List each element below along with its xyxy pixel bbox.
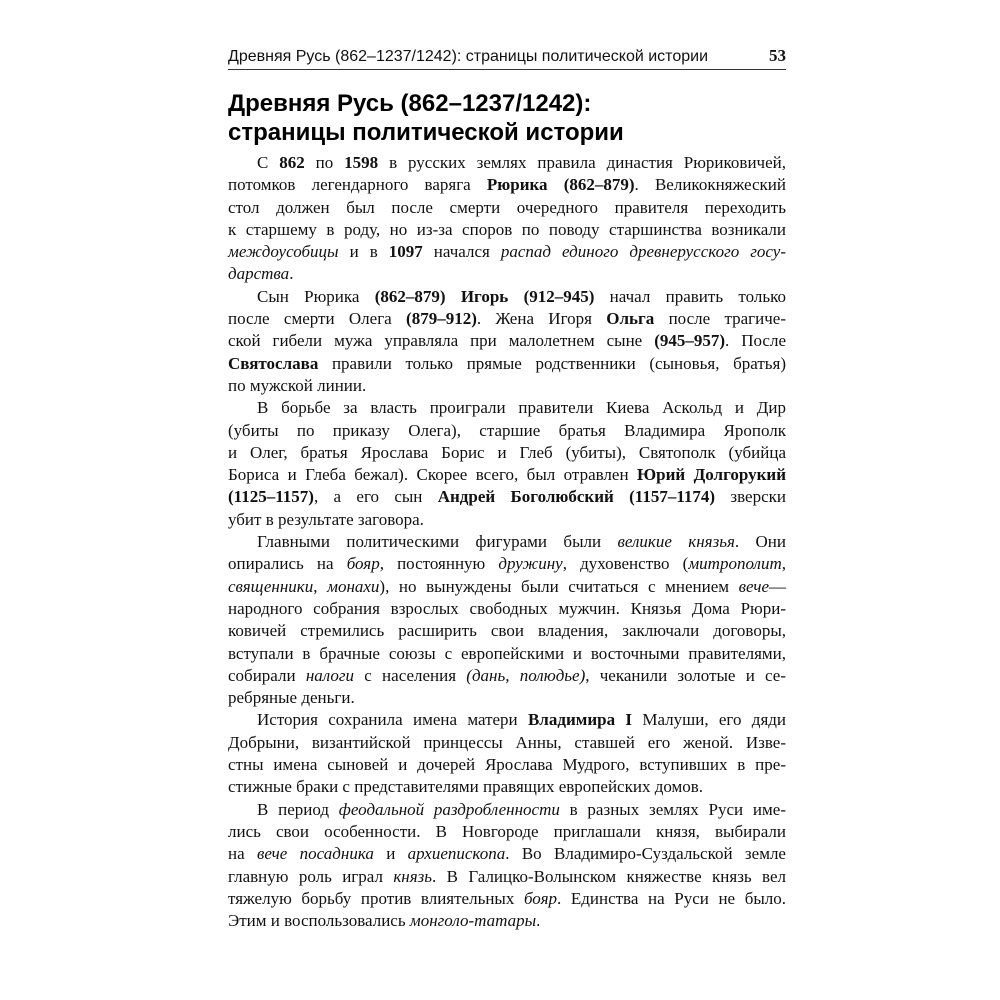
text-run: стны имена сыновей и дочерей Ярослава Мудрого, вступивших в пре-	[228, 755, 786, 775]
text-run: . Они	[734, 532, 786, 552]
bold-text: Святослава	[228, 353, 319, 373]
text-run: . Жена Игоря	[476, 309, 607, 329]
bold-text: 1598	[344, 153, 379, 172]
text-run: зверски	[715, 487, 786, 507]
text-line	[228, 620, 786, 642]
chapter-title-line-1: Древняя Русь (862–1237/1242):	[228, 90, 592, 117]
italic-term: бояр	[346, 554, 380, 574]
text-run: народного собрания взрослых свободных мужчин. Князья Дома Рюри-	[228, 598, 786, 618]
text-line	[228, 910, 786, 932]
text-run: . В Галицко-Волынском княжестве князь вел	[432, 866, 786, 886]
text-run: убит в результате заговора.	[228, 509, 424, 529]
italic-term: священники	[228, 576, 314, 596]
text-line	[228, 353, 786, 375]
text-line	[228, 197, 786, 219]
text-run: в русских землях правила династия Рюриковичей,	[378, 153, 786, 172]
text-line	[228, 776, 786, 798]
text-run: и Олег, братья Ярослава Борис и Глеб (убиты), Святополк (убийца	[228, 442, 786, 462]
running-head-title: Древняя Русь (862–1237/1242): страницы политической истории	[228, 48, 708, 65]
text-run: на	[228, 844, 257, 864]
running-head	[228, 46, 786, 66]
text-line	[228, 330, 786, 352]
text-run: ,	[313, 576, 328, 596]
text-line	[228, 821, 786, 843]
text-line	[228, 152, 786, 174]
bold-text: Ольга	[606, 309, 655, 329]
text-run: и в	[338, 242, 389, 262]
text-run: после трагиче-	[654, 309, 787, 329]
text-run: .	[289, 264, 294, 284]
text-line	[228, 843, 786, 865]
text-run: , а его сын	[313, 487, 438, 507]
text-run: С	[257, 153, 280, 172]
text-run: по мужской линии.	[228, 375, 367, 395]
italic-term: архиепископа	[407, 844, 506, 864]
text-run: . После	[725, 331, 786, 351]
text-run: ), но вынуждены были считаться с мнением	[379, 576, 739, 596]
text-run: . Великокняжеский	[634, 175, 786, 195]
bold-text: Рюрика (862–879)	[486, 175, 635, 195]
text-run: по	[304, 153, 345, 172]
text-run: В период	[257, 799, 339, 819]
italic-term: монахи	[327, 576, 380, 596]
text-line	[228, 263, 786, 285]
text-run: ковичей стремились расширить свои владения, заключали договоры,	[228, 621, 786, 641]
text-run: Малуши, его дяди	[632, 710, 787, 730]
text-line	[228, 509, 786, 531]
text-run: Бориса и Глеба бежал). Скорее всего, был отравлен	[228, 465, 637, 485]
text-line	[228, 576, 786, 598]
italic-term: великие князья	[617, 532, 735, 552]
text-run: стижные браки с представителями правящих европейских домов.	[228, 777, 704, 797]
text-line	[228, 486, 786, 508]
text-run: .	[536, 911, 541, 931]
italic-term: феодальной раздробленности	[338, 799, 560, 819]
text-line	[228, 375, 786, 397]
text-run: стол должен был после смерти очередного правителя переходить	[228, 197, 786, 217]
text-run: начался	[422, 242, 501, 262]
italic-term: дружину	[498, 554, 563, 574]
text-line	[228, 687, 786, 709]
text-line	[228, 553, 786, 575]
text-run: правили только прямые родственники (сыновья, братья)	[318, 353, 786, 373]
text-run: в разных землях Руси име-	[559, 799, 786, 819]
paragraph	[228, 152, 786, 286]
body-text	[228, 152, 786, 932]
text-run: . Во Владимиро-Суздальской земле	[505, 844, 786, 864]
text-line	[228, 732, 786, 754]
text-line	[228, 464, 786, 486]
text-run: после смерти Олега	[228, 309, 407, 329]
text-run: начал править только	[594, 286, 786, 306]
text-run: ребряные деньги.	[228, 688, 355, 708]
text-run: главную роль играл	[228, 866, 394, 886]
text-run: (убиты по приказу Олега), старшие братья Владимира Ярополк	[228, 420, 786, 440]
bold-text: 862	[279, 153, 305, 172]
bold-text: Юрий Долгорукий	[636, 465, 786, 485]
text-line	[228, 286, 786, 308]
text-run: . Единства на Руси не было.	[556, 888, 786, 908]
paragraph	[228, 531, 786, 709]
paragraph	[228, 397, 786, 531]
text-line	[228, 643, 786, 665]
text-line	[228, 531, 786, 553]
paragraph	[228, 709, 786, 798]
text-run: , духовенство (	[562, 554, 689, 574]
bold-text: (1125–1157)	[228, 487, 314, 507]
bold-text: Владимира I	[527, 710, 633, 730]
text-line	[228, 665, 786, 687]
text-run: В борьбе за власть проиграли правители Киева Аскольд и Дир	[257, 398, 786, 418]
text-line	[228, 397, 786, 419]
text-run: потомков легендарного варяга	[228, 175, 487, 195]
text-run: ,	[781, 554, 786, 574]
text-line	[228, 598, 786, 620]
text-line	[228, 799, 786, 821]
bold-text: (945–957)	[654, 331, 726, 351]
page-number: 53	[769, 46, 786, 65]
italic-term: вече	[738, 576, 770, 596]
text-run: вступали в брачные союзы с европейскими и восточными правителями,	[228, 643, 786, 663]
bold-text: Андрей Боголюбский (1157–1174)	[437, 487, 716, 507]
text-line	[228, 754, 786, 776]
text-run: История сохранила имена матери	[257, 710, 528, 730]
text-line	[228, 709, 786, 731]
text-run: к старшему в роду, но из-за споров по поводу старшинства возникали	[228, 219, 786, 239]
text-run: лись свои особенности. В Новгороде приглашали князя, выбирали	[228, 821, 786, 841]
text-run: ской гибели мужа управляла при малолетнем сыне	[228, 331, 655, 351]
italic-term: бояр	[523, 888, 557, 908]
text-line	[228, 866, 786, 888]
text-run: , постоянную	[379, 554, 499, 574]
italic-term: междоусобицы	[228, 242, 339, 262]
text-run: опирались на	[228, 554, 347, 574]
text-run: , чеканили золотые и се-	[585, 665, 787, 685]
text-run: Добрыни, византийской принцессы Анны, ставшей его женой. Изве-	[228, 732, 786, 752]
text-run: Этим и воспользовались	[228, 911, 410, 931]
bold-text: 1097	[388, 242, 423, 262]
text-run: собирали	[228, 665, 306, 685]
italic-term: (дань, полюдье)	[466, 665, 586, 685]
text-line	[228, 241, 786, 263]
paragraph	[228, 286, 786, 397]
italic-term: распад единого древнерусского госу-	[500, 242, 786, 262]
bold-text: (879–912)	[406, 309, 477, 329]
text-line	[228, 442, 786, 464]
italic-term: монголо-татары	[409, 911, 537, 931]
italic-term: вече посадника	[256, 844, 374, 864]
italic-term: князь	[393, 866, 433, 886]
chapter-title	[228, 89, 788, 147]
chapter-title-line-2: страницы политической истории	[228, 119, 624, 146]
text-line	[228, 308, 786, 330]
italic-term: дарства	[228, 264, 290, 284]
text-line	[228, 174, 786, 196]
text-run: Сын Рюрика	[257, 286, 375, 306]
italic-term: налоги	[305, 665, 355, 685]
text-run: и	[373, 844, 408, 864]
text-line	[228, 888, 786, 910]
italic-term: митрополит	[688, 554, 782, 574]
text-line	[228, 219, 786, 241]
bold-text: (862–879) Игорь (912–945)	[374, 286, 595, 306]
text-run: тяжелую борьбу против влиятельных	[228, 888, 524, 908]
header-rule	[228, 69, 786, 70]
text-line	[228, 420, 786, 442]
text-run: Главными политическими фигурами были	[257, 532, 618, 552]
paragraph	[228, 799, 786, 933]
text-run: с населения	[354, 665, 467, 685]
text-run: —	[769, 576, 787, 596]
